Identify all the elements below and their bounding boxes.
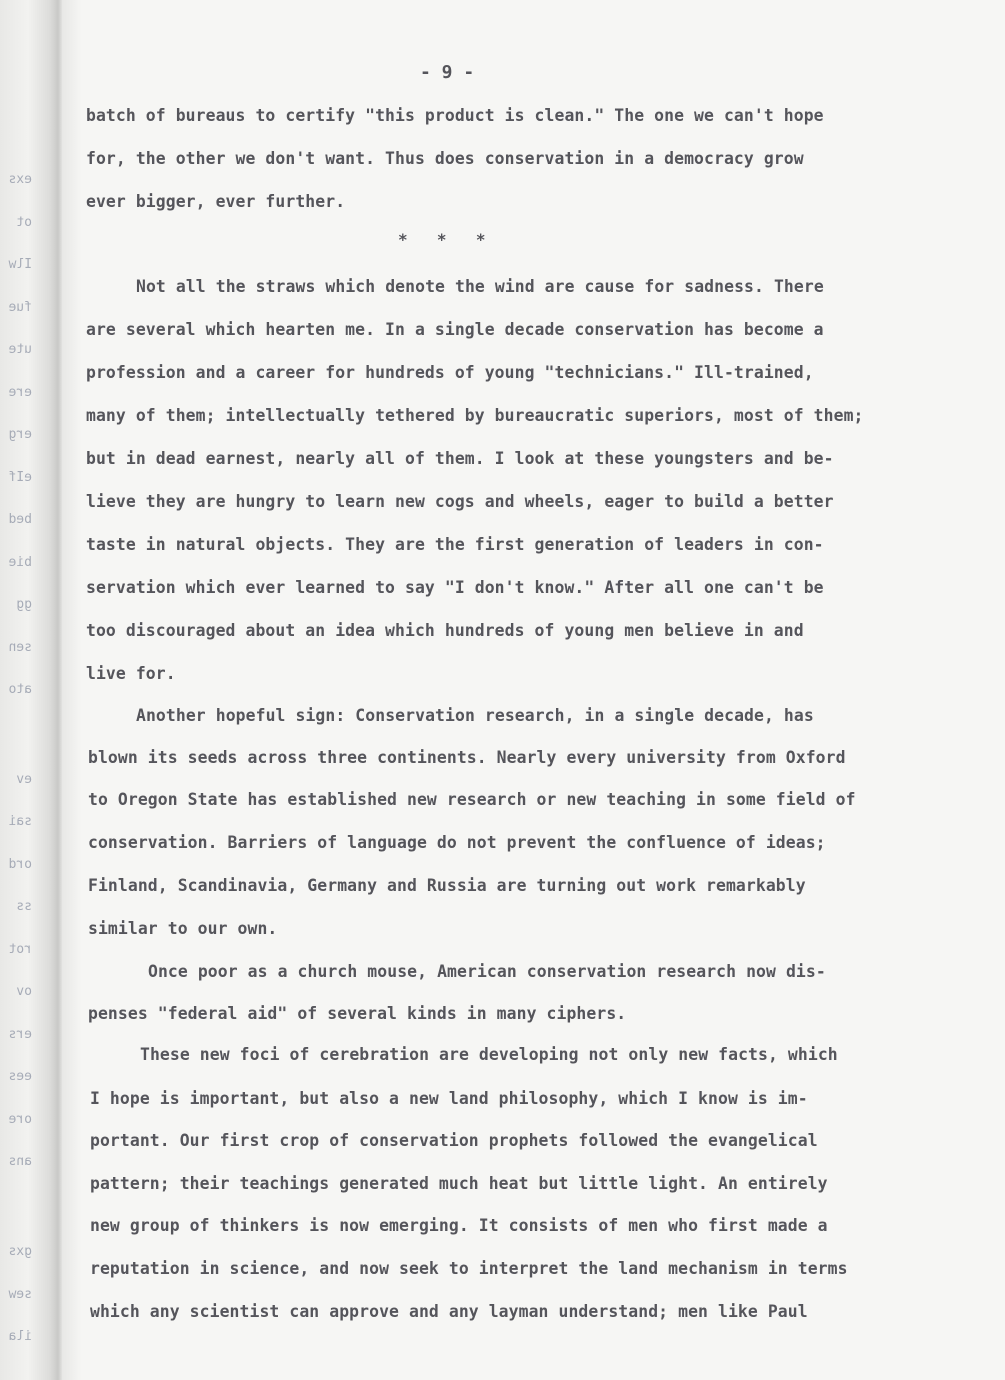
bleed-text: ees [8,1069,32,1084]
bleed-text: ere [8,385,32,400]
text-line: which any scientist can approve and any layman understand; men like Paul [90,1302,808,1321]
bleed-text: fue [8,300,32,315]
text-line: Once poor as a church mouse, American conservation research now dis- [148,962,826,981]
text-line: portant. Our first crop of conservation prophets followed the evangelical [90,1131,818,1150]
text-line: blown its seeds across three continents. Nearly every university from Oxford [88,748,846,767]
bleed-text: ev [16,772,32,787]
text-line: servation which ever learned to say "I don't know." After all one can't be [86,578,824,597]
bleed-text: Ilw [8,257,32,272]
text-line: live for. [86,664,176,683]
text-line: too discouraged about an idea which hundreds of young men believe in and [86,621,804,640]
text-line: reputation in science, and now seek to interpret the land mechanism in terms [90,1259,848,1278]
text-line: batch of bureaus to certify "this product is clean." The one we can't hope [86,106,824,125]
text-line: These new foci of cerebration are developing not only new facts, which [140,1045,838,1064]
bleed-text: exs [8,172,32,187]
text-line: I hope is important, but also a new land philosophy, which I know is im- [90,1089,808,1108]
bleed-text: erg [8,427,32,442]
bleed-text: ers [8,1027,32,1042]
bleed-text: gxs [8,1244,32,1259]
bleed-text: ss [16,899,32,914]
section-separator: * * * [398,230,486,249]
bleed-text: ord [8,857,32,872]
text-line: pattern; their teachings generated much heat but little light. An entirely [90,1174,828,1193]
text-line: but in dead earnest, nearly all of them. I look at these youngsters and be- [86,449,834,468]
text-line: are several which hearten me. In a single decade conservation has become a [86,320,824,339]
text-line: lieve they are hungry to learn new cogs and wheels, eager to build a better [86,492,834,511]
bleed-text: ore [8,1112,32,1127]
text-line: penses "federal aid" of several kinds in many ciphers. [88,1004,627,1023]
bleed-text: rot [8,942,32,957]
bleed-text: sai [8,814,32,829]
bleed-text: ov [16,984,32,999]
bleed-text: ato [8,682,32,697]
bleed-text: sen [8,640,32,655]
text-line: new group of thinkers is now emerging. It consists of men who first made a [90,1216,828,1235]
text-line: Another hopeful sign: Conservation research, in a single decade, has [136,706,814,725]
bleed-text: ans [8,1154,32,1169]
text-line: ever bigger, ever further. [86,192,346,211]
page-number: - 9 - [420,62,475,83]
bleed-text: eIf [8,470,32,485]
text-line: for, the other we don't want. Thus does conservation in a democracy grow [86,149,804,168]
bleed-text: ila [8,1329,32,1344]
bleed-text: ot [16,215,32,230]
text-line: many of them; intellectually tethered by bureaucratic superiors, most of them; [86,406,864,425]
text-line: taste in natural objects. They are the first generation of leaders in con- [86,535,824,554]
bleed-text: ute [8,342,32,357]
bleed-text: bed [8,512,32,527]
page-shadow [62,0,82,1380]
text-line: Finland, Scandinavia, Germany and Russia are turning out work remarkably [88,876,806,895]
text-line: similar to our own. [88,919,278,938]
text-line: Not all the straws which denote the wind are cause for sadness. There [136,277,824,296]
bleed-text: bie [8,555,32,570]
text-line: to Oregon State has established new research or new teaching in some field of [88,790,856,809]
text-line: conservation. Barriers of language do not prevent the confluence of ideas; [88,833,826,852]
bleed-text: sew [8,1287,32,1302]
text-line: profession and a career for hundreds of young "technicians." Ill-trained, [86,363,814,382]
bleed-text: gg [16,597,32,612]
